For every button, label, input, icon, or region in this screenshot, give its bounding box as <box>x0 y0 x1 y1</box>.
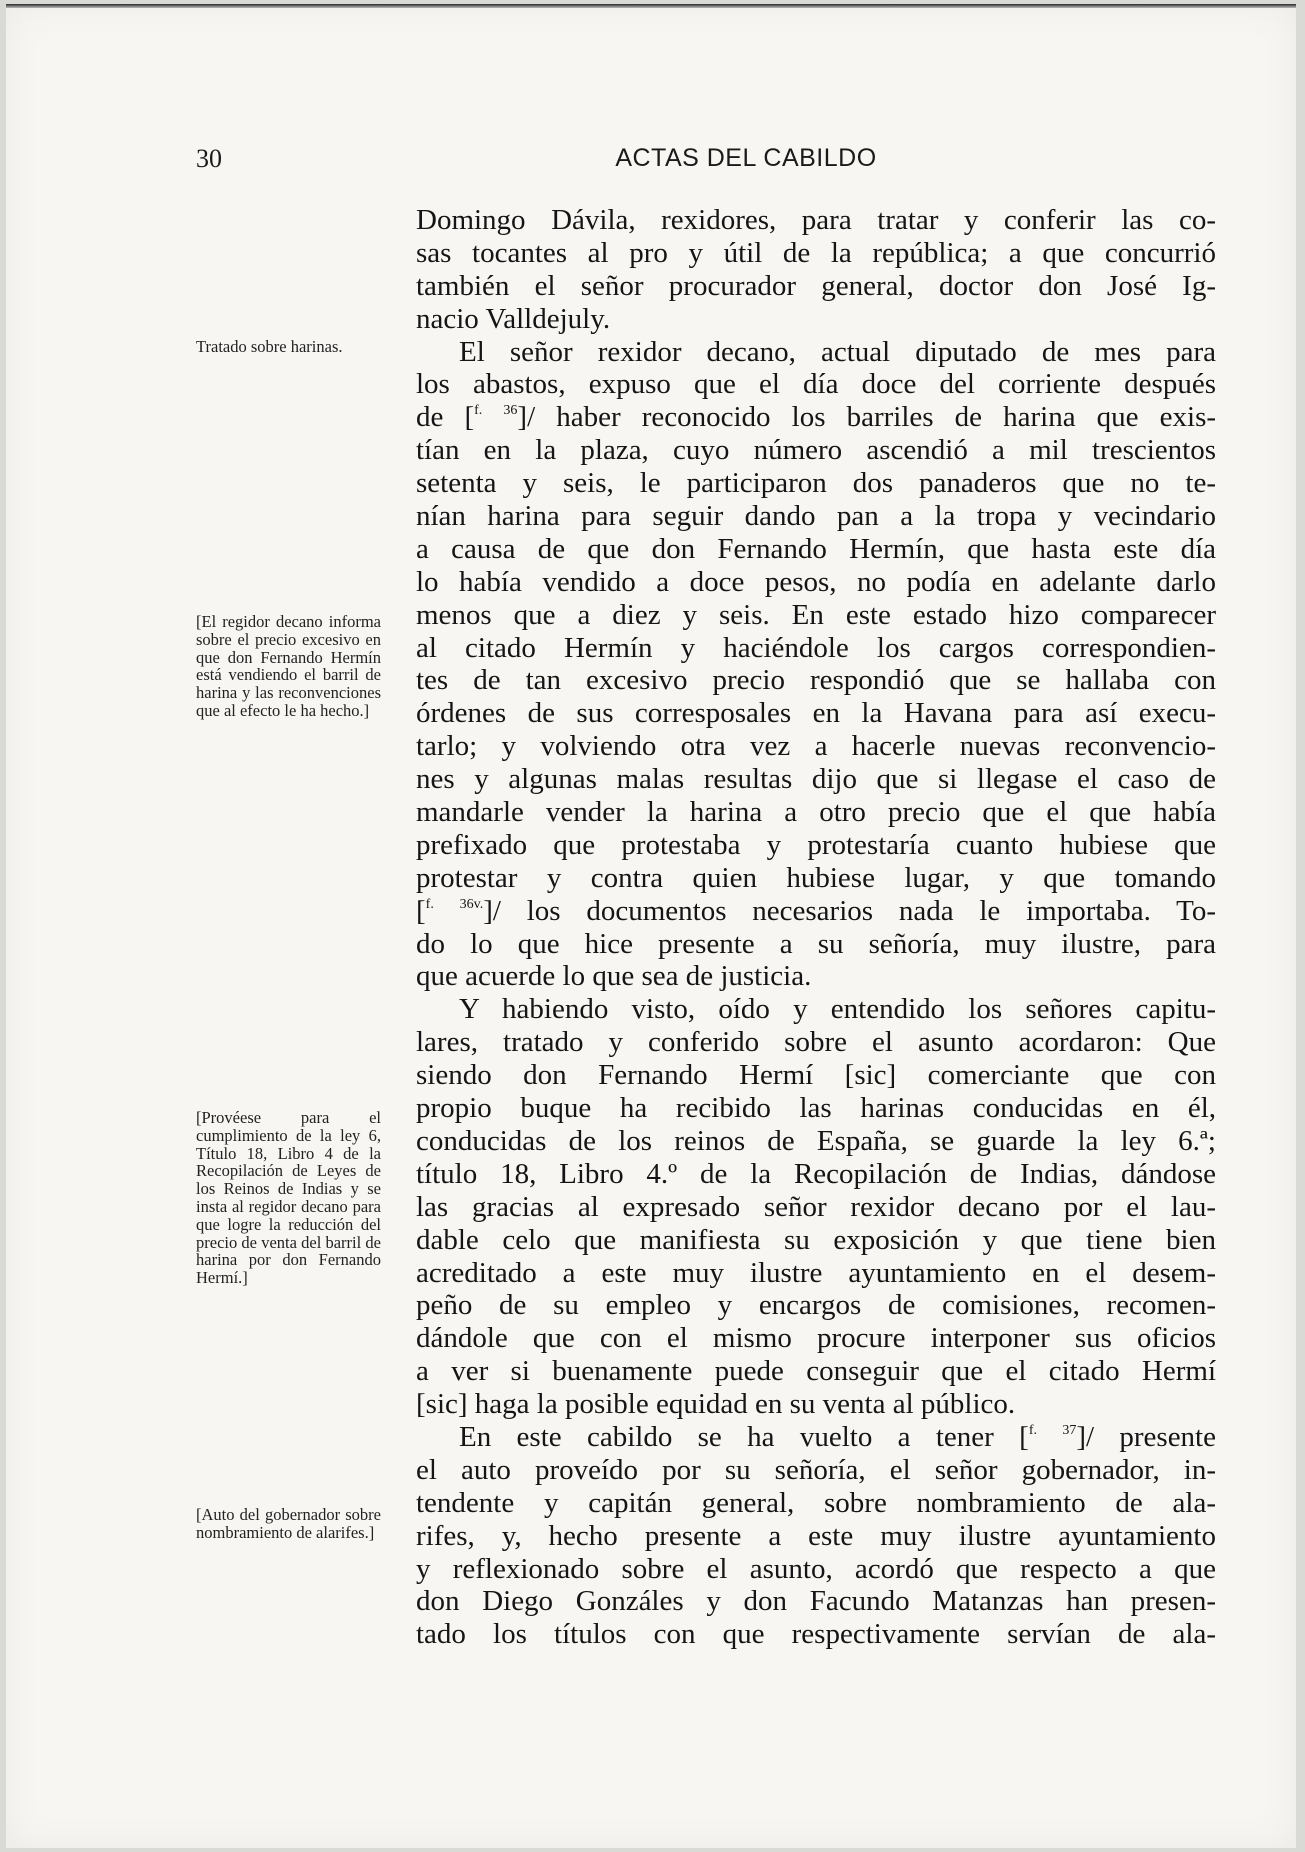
body-line: las gracias al expresado señor rexidor decano por el lau- <box>416 1190 1216 1223</box>
body-line: conducidas de los reinos de España, se guarde la ley 6.ª; <box>416 1124 1216 1157</box>
body-line: sas tocantes al pro y útil de la república; a que concurrió <box>416 236 1216 269</box>
body-line: nacio Valldejuly. <box>416 302 611 335</box>
body-line: y reflexionado sobre el asunto, acordó que respecto a que <box>416 1552 1216 1585</box>
folio-number: 36v. <box>459 896 484 912</box>
body-line: lares, tratado y conferido sobre el asunto acordaron: Que <box>416 1026 1216 1059</box>
folio-label: f. <box>425 896 434 912</box>
running-head: ACTAS DEL CABILDO <box>615 144 877 172</box>
marginal-note-proveese: [Provéese para el cumplimiento de la ley 6, Título 18, Libro 4 de la Recopilación de Leyes de los Reinos de Indias y se insta al regidor decano para que logre la reducción del precio de venta del barril de harina por don Fernando Hermí.] <box>196 1108 381 1288</box>
body-line: al citado Hermín y haciéndole los cargos correspondien- <box>416 631 1216 664</box>
body-line: do lo que hice presente a su señoría, muy ilustre, para <box>416 927 1216 960</box>
body-line: mandarle vender la harina a otro precio que el que había <box>416 796 1216 829</box>
body-line: nes y algunas malas resultas dijo que si llegase el caso de <box>416 763 1216 796</box>
body-line: a causa de que don Fernando Hermín, que hasta este día <box>416 532 1216 565</box>
body-line: protestar y contra quien hubiese lugar, y que tomando <box>416 861 1216 894</box>
body-line: el auto proveído por su señoría, el señor gobernador, in- <box>416 1453 1216 1486</box>
body-line: El señor rexidor decano, actual diputado de mes para <box>459 335 1216 368</box>
marginal-note-auto: [Auto del gobernador sobre nombramiento de alarifes.] <box>196 1505 381 1542</box>
folio-number: 37 <box>1062 1422 1077 1438</box>
marginal-note-regidor: [El regidor decano informa sobre el precio excesivo en que don Fernando Hermín está vendiendo el barril de harina y las reconvenciones que al efecto le ha hecho.] <box>196 612 381 720</box>
body-line: menos que a diez y seis. En este estado hizo comparecer <box>416 598 1216 631</box>
body-line: prefixado que protestaba y protestaría cuanto hubiese que <box>416 828 1216 861</box>
body-line: lo había vendido a doce pesos, no podía en adelante darlo <box>416 565 1216 598</box>
body-line: tado los títulos con que respectivamente servían de ala- <box>416 1618 1216 1651</box>
body-line: tían en la plaza, cuyo número ascendió a mil trescientos <box>416 434 1216 467</box>
body-line-folio-36: de [$^{f.}$ $^{36}$]/ haber reconocido los barriles de harina que exis- <box>416 401 1217 434</box>
body-line: rifes, y, hecho presente a este muy ilustre ayuntamiento <box>416 1519 1216 1552</box>
body-line: propio buque ha recibido las harinas conducidas en él, <box>416 1092 1216 1125</box>
marginal-note-harinas: Tratado sobre harinas. <box>196 337 343 356</box>
body-line: a ver si buenamente puede conseguir que el citado Hermí <box>416 1355 1216 1388</box>
body-text <box>416 204 1216 1651</box>
body-line: tendente y capitán general, sobre nombramiento de ala- <box>416 1486 1216 1519</box>
body-line: setenta y seis, le participaron dos panaderos que no te- <box>416 467 1216 500</box>
body-line: tarlo; y volviendo otra vez a hacerle nuevas reconvencio- <box>416 730 1216 763</box>
body-line: [sic] haga la posible equidad en su venta al público. <box>416 1388 1016 1421</box>
body-line: tes de tan excesivo precio respondió que se hallaba con <box>416 664 1216 697</box>
body-line: que acuerde lo que sea de justicia. <box>416 960 812 993</box>
folio-label: f. <box>474 403 483 419</box>
body-line: los abastos, expuso que el día doce del corriente después <box>416 368 1216 401</box>
page-top-edge <box>6 4 1296 8</box>
document-page <box>6 4 1296 1848</box>
body-line: peño de su empleo y encargos de comisiones, recomen- <box>416 1289 1216 1322</box>
body-line: Y habiendo visto, oído y entendido los señores capitu- <box>459 993 1216 1026</box>
body-line: siendo don Fernando Hermí [sic] comerciante que con <box>416 1059 1216 1092</box>
body-line: don Diego Gonzáles y don Facundo Matanzas han presen- <box>416 1585 1216 1618</box>
body-line: órdenes de sus corresposales en la Havana para así execu- <box>416 697 1216 730</box>
body-line: dándole que con el mismo procure interponer sus oficios <box>416 1322 1216 1355</box>
body-line: título 18, Libro 4.º de la Recopilación de Indias, dándose <box>416 1157 1216 1190</box>
body-line: también el señor procurador general, doctor don José Ig- <box>416 269 1216 302</box>
body-line-folio-36v: [$^{f.}$ $^{36v.}$]/ los documentos necesarios nada le importaba. To- <box>416 894 1217 927</box>
page-number: 30 <box>196 144 222 173</box>
body-line: acreditado a este muy ilustre ayuntamiento en el desem- <box>416 1256 1216 1289</box>
folio-number: 36 <box>503 403 518 419</box>
body-line-folio-37: En este cabildo se ha vuelto a tener [$^{f.}$ $^{37}$]/ presente <box>459 1420 1216 1453</box>
body-line: dable celo que manifiesta su exposición y que tiene bien <box>416 1223 1216 1256</box>
body-line: Domingo Dávila, rexidores, para tratar y conferir las co- <box>416 204 1216 236</box>
body-line: nían harina para seguir dando pan a la tropa y vecindario <box>416 500 1216 533</box>
folio-label: f. <box>1028 1422 1037 1438</box>
